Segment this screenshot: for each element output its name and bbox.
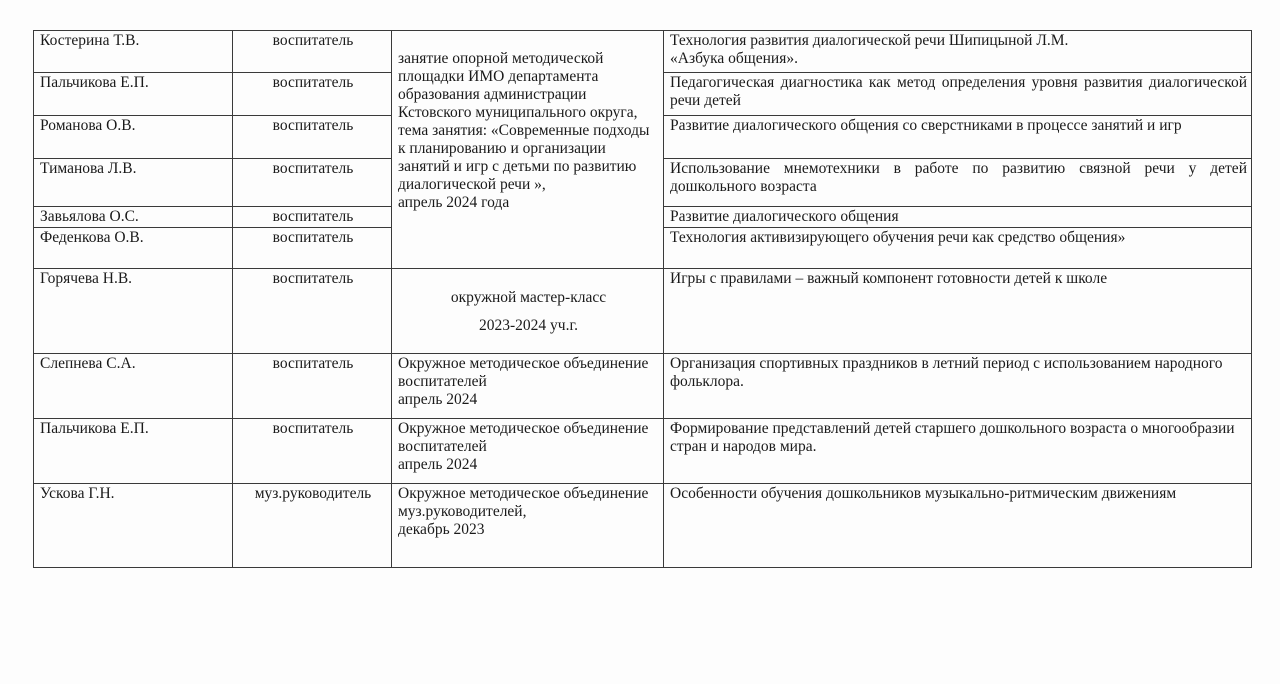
- event-cell-merged: [392, 31, 664, 269]
- name-cell: Завьялова О.С.: [34, 207, 233, 228]
- position-cell: воспитатель: [233, 228, 392, 269]
- topic-cell: Использование мнемотехники в работе по развитию связной речи у детей дошкольного возраста: [664, 159, 1252, 207]
- topic-cell: Формирование представлений детей старшего дошкольного возраста о многообразии стран и народов мира.: [664, 419, 1252, 484]
- topic-cell: Технология активизирующего обучения речи как средство общения»: [664, 228, 1252, 269]
- position-cell: воспитатель: [233, 269, 392, 354]
- position-cell: воспитатель: [233, 207, 392, 228]
- event-line: 2023-2024 уч.г.: [479, 317, 578, 334]
- topic-cell: Игры с правилами – важный компонент готовности детей к школе: [664, 269, 1252, 354]
- topic-cell: [664, 31, 1252, 73]
- position-cell: воспитатель: [233, 116, 392, 159]
- event-cell: Окружное методическое объединение воспитателей апрель 2024: [392, 419, 664, 484]
- table-row: [34, 354, 1252, 419]
- event-text: занятие опорной методической площадки ИМО департамента образования администрации Кстовского муниципального округа, тема занятия: «Современные подходы к планированию и организации занятий и игр с детьми по развитию диалогической речи », апрель 2024 года: [398, 50, 650, 211]
- name-cell: Слепнева С.А.: [34, 354, 233, 419]
- position-cell: муз.руководитель: [233, 484, 392, 568]
- name-cell: Романова О.В.: [34, 116, 233, 159]
- table-row: [34, 484, 1252, 568]
- topic-cell: Развитие диалогического общения со сверстниками в процессе занятий и игр: [664, 116, 1252, 159]
- position-cell: воспитатель: [233, 354, 392, 419]
- staff-report-table: [33, 30, 1252, 568]
- table-row: [34, 31, 1252, 73]
- name-cell: Пальчикова Е.П.: [34, 73, 233, 116]
- event-cell: [392, 269, 664, 354]
- position-cell: воспитатель: [233, 31, 392, 73]
- name-cell: Тиманова Л.В.: [34, 159, 233, 207]
- position-cell: воспитатель: [233, 159, 392, 207]
- name-cell: Феденкова О.В.: [34, 228, 233, 269]
- event-cell: Окружное методическое объединение муз.руководителей, декабрь 2023: [392, 484, 664, 568]
- topic-cell: Организация спортивных праздников в летний период с использованием народного фольклора.: [664, 354, 1252, 419]
- table-row: [34, 269, 1252, 354]
- topic-cell: Развитие диалогического общения: [664, 207, 1252, 228]
- topic-cell: Особенности обучения дошкольников музыкально-ритмическим движениям: [664, 484, 1252, 568]
- name-cell: Пальчикова Е.П.: [34, 419, 233, 484]
- event-cell: Окружное методическое объединение воспитателей апрель 2024: [392, 354, 664, 419]
- position-cell: воспитатель: [233, 419, 392, 484]
- name-cell: Горячева Н.В.: [34, 269, 233, 354]
- topic-line: Технология развития диалогической речи Шипицыной Л.М.: [670, 32, 1069, 49]
- name-cell: Костерина Т.В.: [34, 31, 233, 73]
- table-row: [34, 419, 1252, 484]
- position-cell: воспитатель: [233, 73, 392, 116]
- name-cell: Ускова Г.Н.: [34, 484, 233, 568]
- event-line: окружной мастер-класс: [450, 289, 607, 306]
- topic-cell: Педагогическая диагностика как метод определения уровня развития диалогической речи детей: [664, 73, 1252, 116]
- topic-line: «Азбука общения».: [670, 50, 798, 67]
